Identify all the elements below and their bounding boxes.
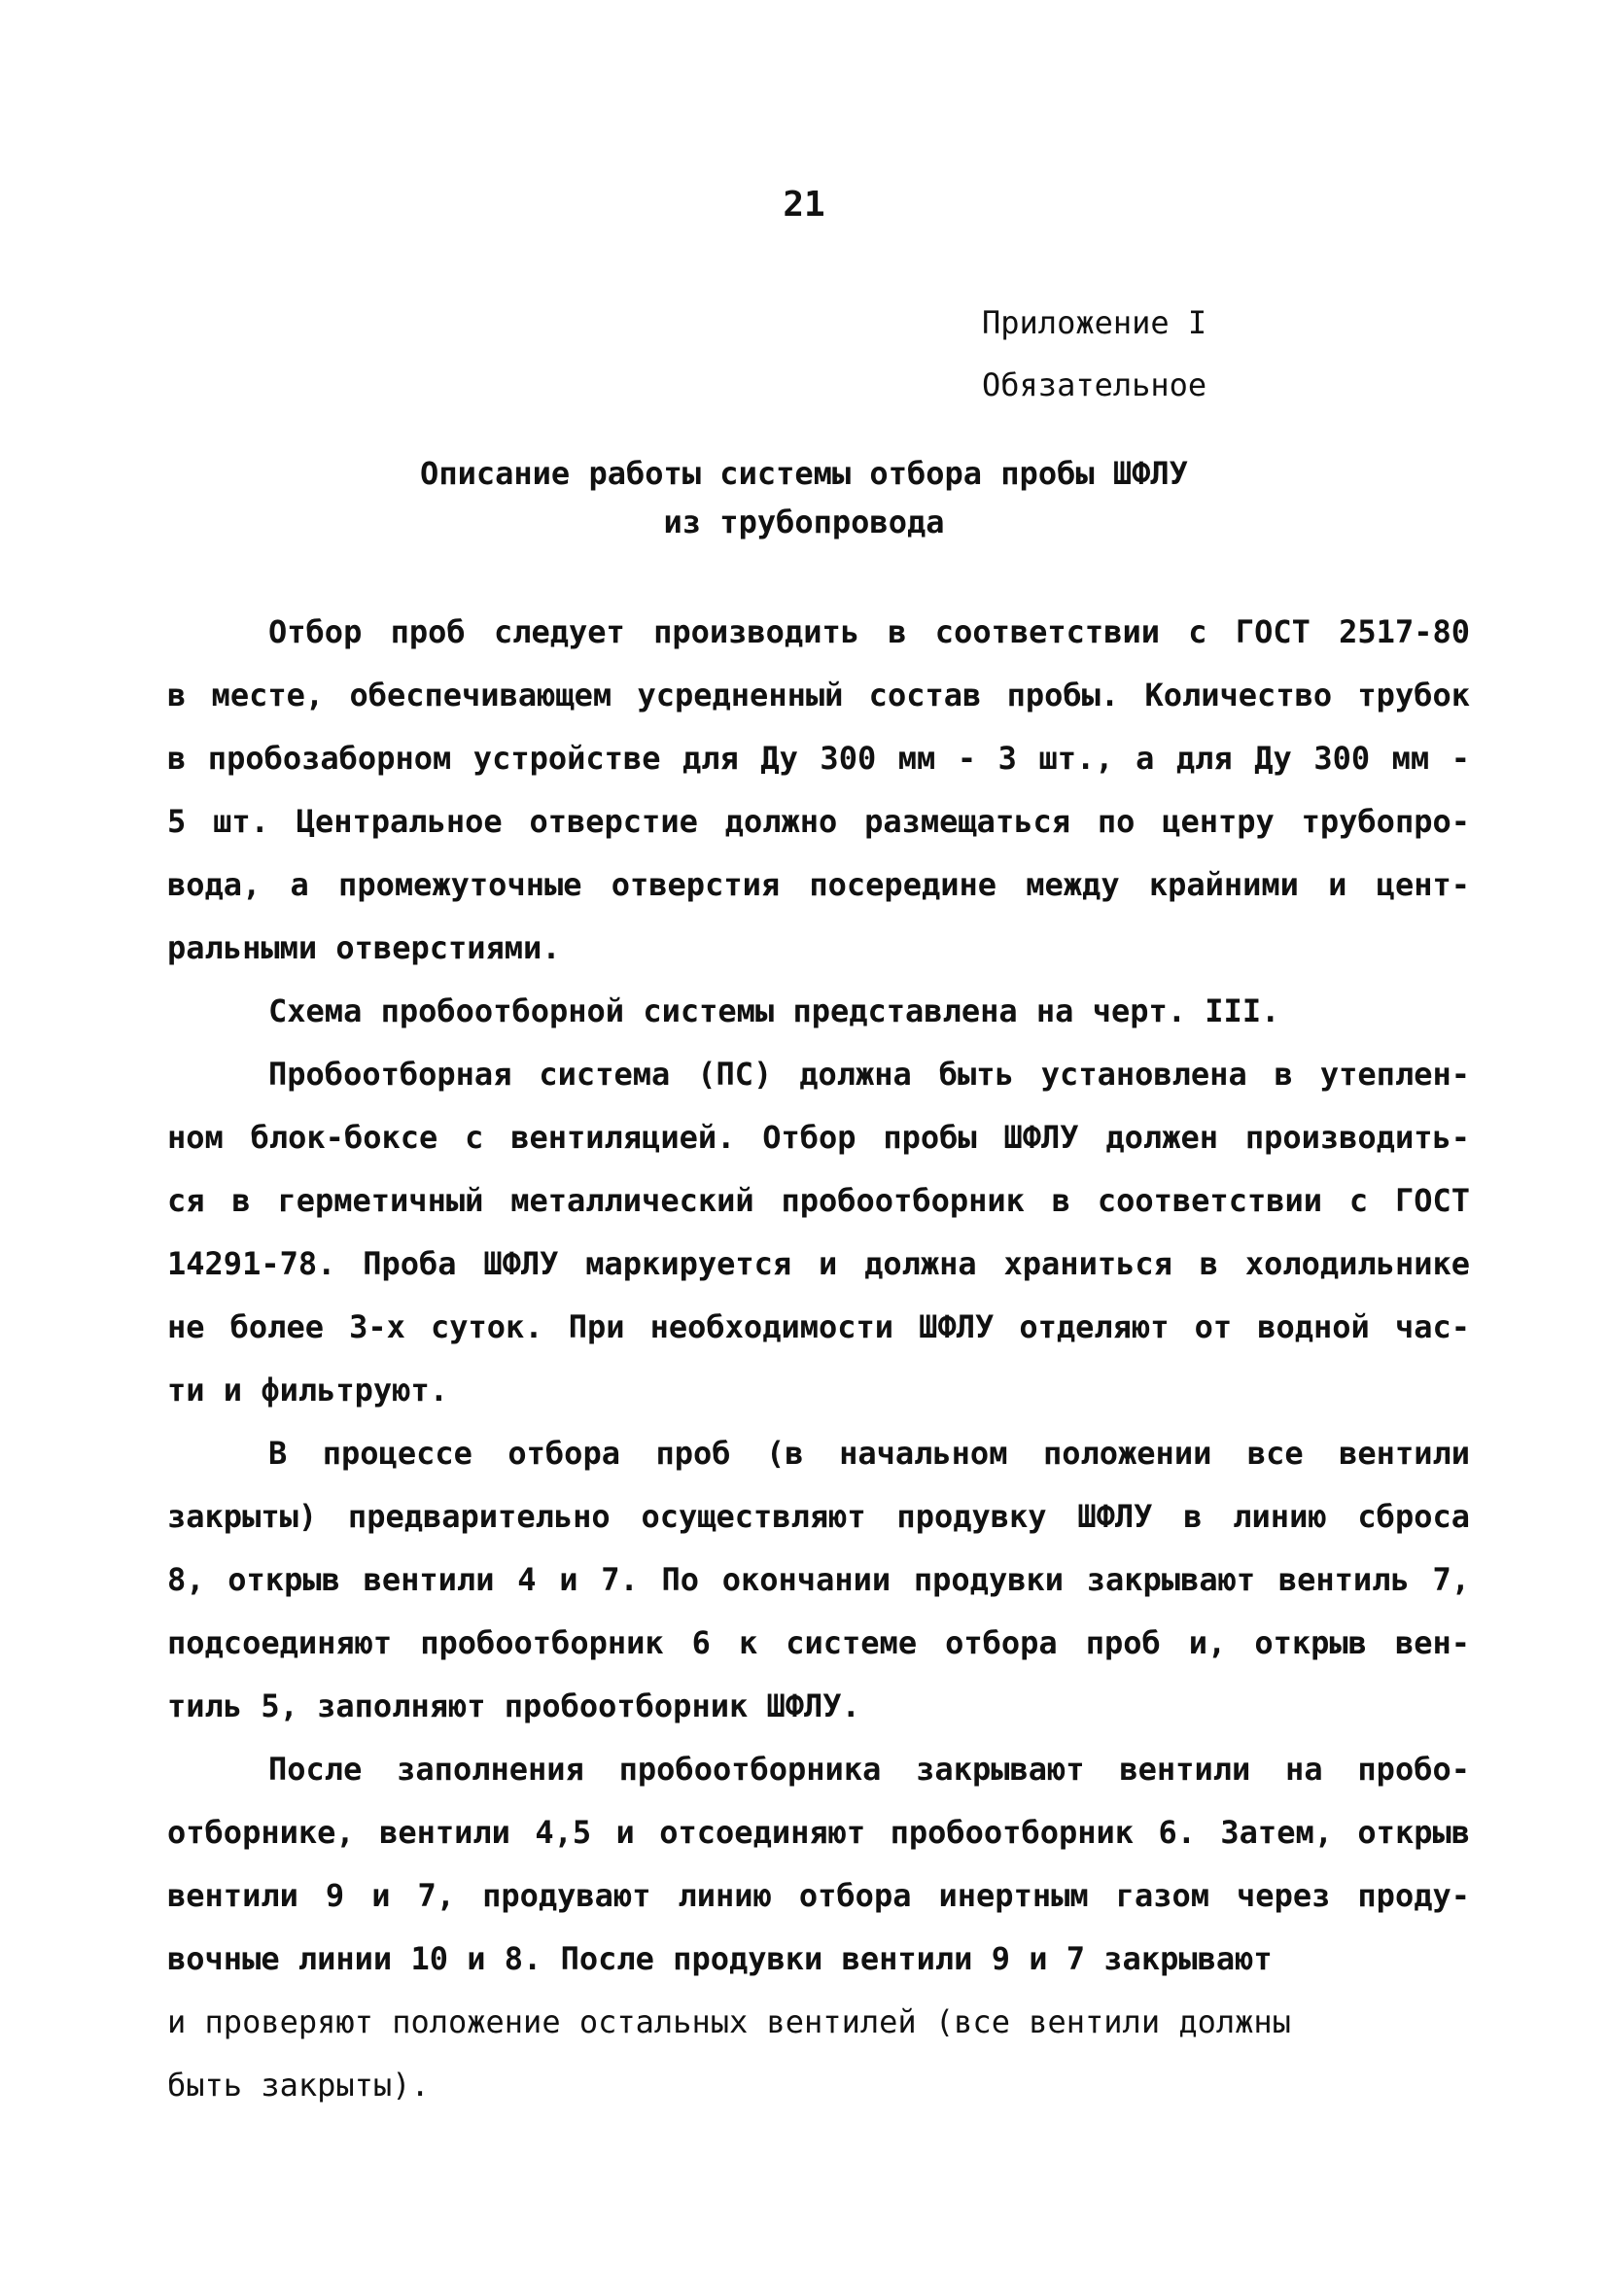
appendix-status: Обязательное [982, 366, 1207, 403]
paragraph-line: вочные линии 10 и 8. После продувки вентили 9 и 7 закрывают [167, 1940, 1273, 1977]
paragraph-line: Пробоотборная система (ПС) должна быть установлена в утеплен- [268, 1056, 1470, 1093]
paragraph-line: и проверяют положение остальных вентилей (все вентили должны [167, 2003, 1291, 2040]
paragraph-line: тиль 5, заполняют пробоотборник ШФЛУ. [167, 1687, 860, 1724]
paragraph-line: не более 3-х суток. При необходимости ШФЛУ отделяют от водной час- [167, 1308, 1470, 1345]
paragraph-3 [167, 1043, 1470, 1422]
page-number: 21 [783, 185, 825, 225]
paragraph-line: 5 шт. Центральное отверстие должно размещаться по центру трубопро- [167, 803, 1470, 840]
document-title [0, 449, 1608, 546]
paragraph-5 [167, 1738, 1470, 2117]
paragraph-line: быть закрыты). [167, 2067, 430, 2104]
paragraph-2 [167, 980, 1470, 1043]
body-text [167, 601, 1470, 2117]
paragraph-line: Схема пробоотборной системы представлена на черт. III. [268, 992, 1280, 1029]
paragraph-1 [167, 601, 1470, 980]
paragraph-line: отборнике, вентили 4,5 и отсоединяют пробоотборник 6. Затем, открыв [167, 1814, 1470, 1851]
appendix-header [982, 292, 1206, 416]
paragraph-line: вода, а промежуточные отверстия посередине между крайними и цент- [167, 866, 1470, 903]
title-line-2: из трубопровода [663, 504, 945, 540]
paragraph-line: вентили 9 и 7, продувают линию отбора инертным газом через проду- [167, 1877, 1470, 1914]
paragraph-line: 8, открыв вентили 4 и 7. По окончании продувки закрывают вентиль 7, [167, 1561, 1470, 1598]
paragraph-line: закрыты) предварительно осуществляют продувку ШФЛУ в линию сброса [167, 1498, 1470, 1535]
paragraph-line: 14291-78. Проба ШФЛУ маркируется и должна храниться в холодильнике [167, 1245, 1470, 1282]
paragraph-line: ральными отверстиями. [167, 929, 561, 966]
paragraph-line: ся в герметичный металлический пробоотборник в соответствии с ГОСТ [167, 1182, 1470, 1219]
paragraph-line: ном блок-боксе с вентиляцией. Отбор пробы ШФЛУ должен производить- [167, 1119, 1470, 1156]
paragraph-line: В процессе отбора проб (в начальном положении все вентили [268, 1435, 1470, 1472]
paragraph-line: в месте, обеспечивающем усредненный состав пробы. Количество трубок [167, 677, 1470, 713]
paragraph-line: Отбор проб следует производить в соответствии с ГОСТ 2517-80 [268, 613, 1470, 650]
paragraph-line: в пробозаборном устройстве для Ду 300 мм - 3 шт., а для Ду 300 мм - [167, 740, 1470, 777]
paragraph-line: После заполнения пробоотборника закрывают вентили на пробо- [268, 1751, 1470, 1788]
title-line-1: Описание работы системы отбора пробы ШФЛУ [420, 455, 1188, 492]
appendix-label: Приложение I [982, 304, 1207, 341]
paragraph-4 [167, 1422, 1470, 1738]
paragraph-line: подсоединяют пробоотборник 6 к системе отбора проб и, открыв вен- [167, 1624, 1470, 1661]
paragraph-line: ти и фильтруют. [167, 1372, 448, 1409]
